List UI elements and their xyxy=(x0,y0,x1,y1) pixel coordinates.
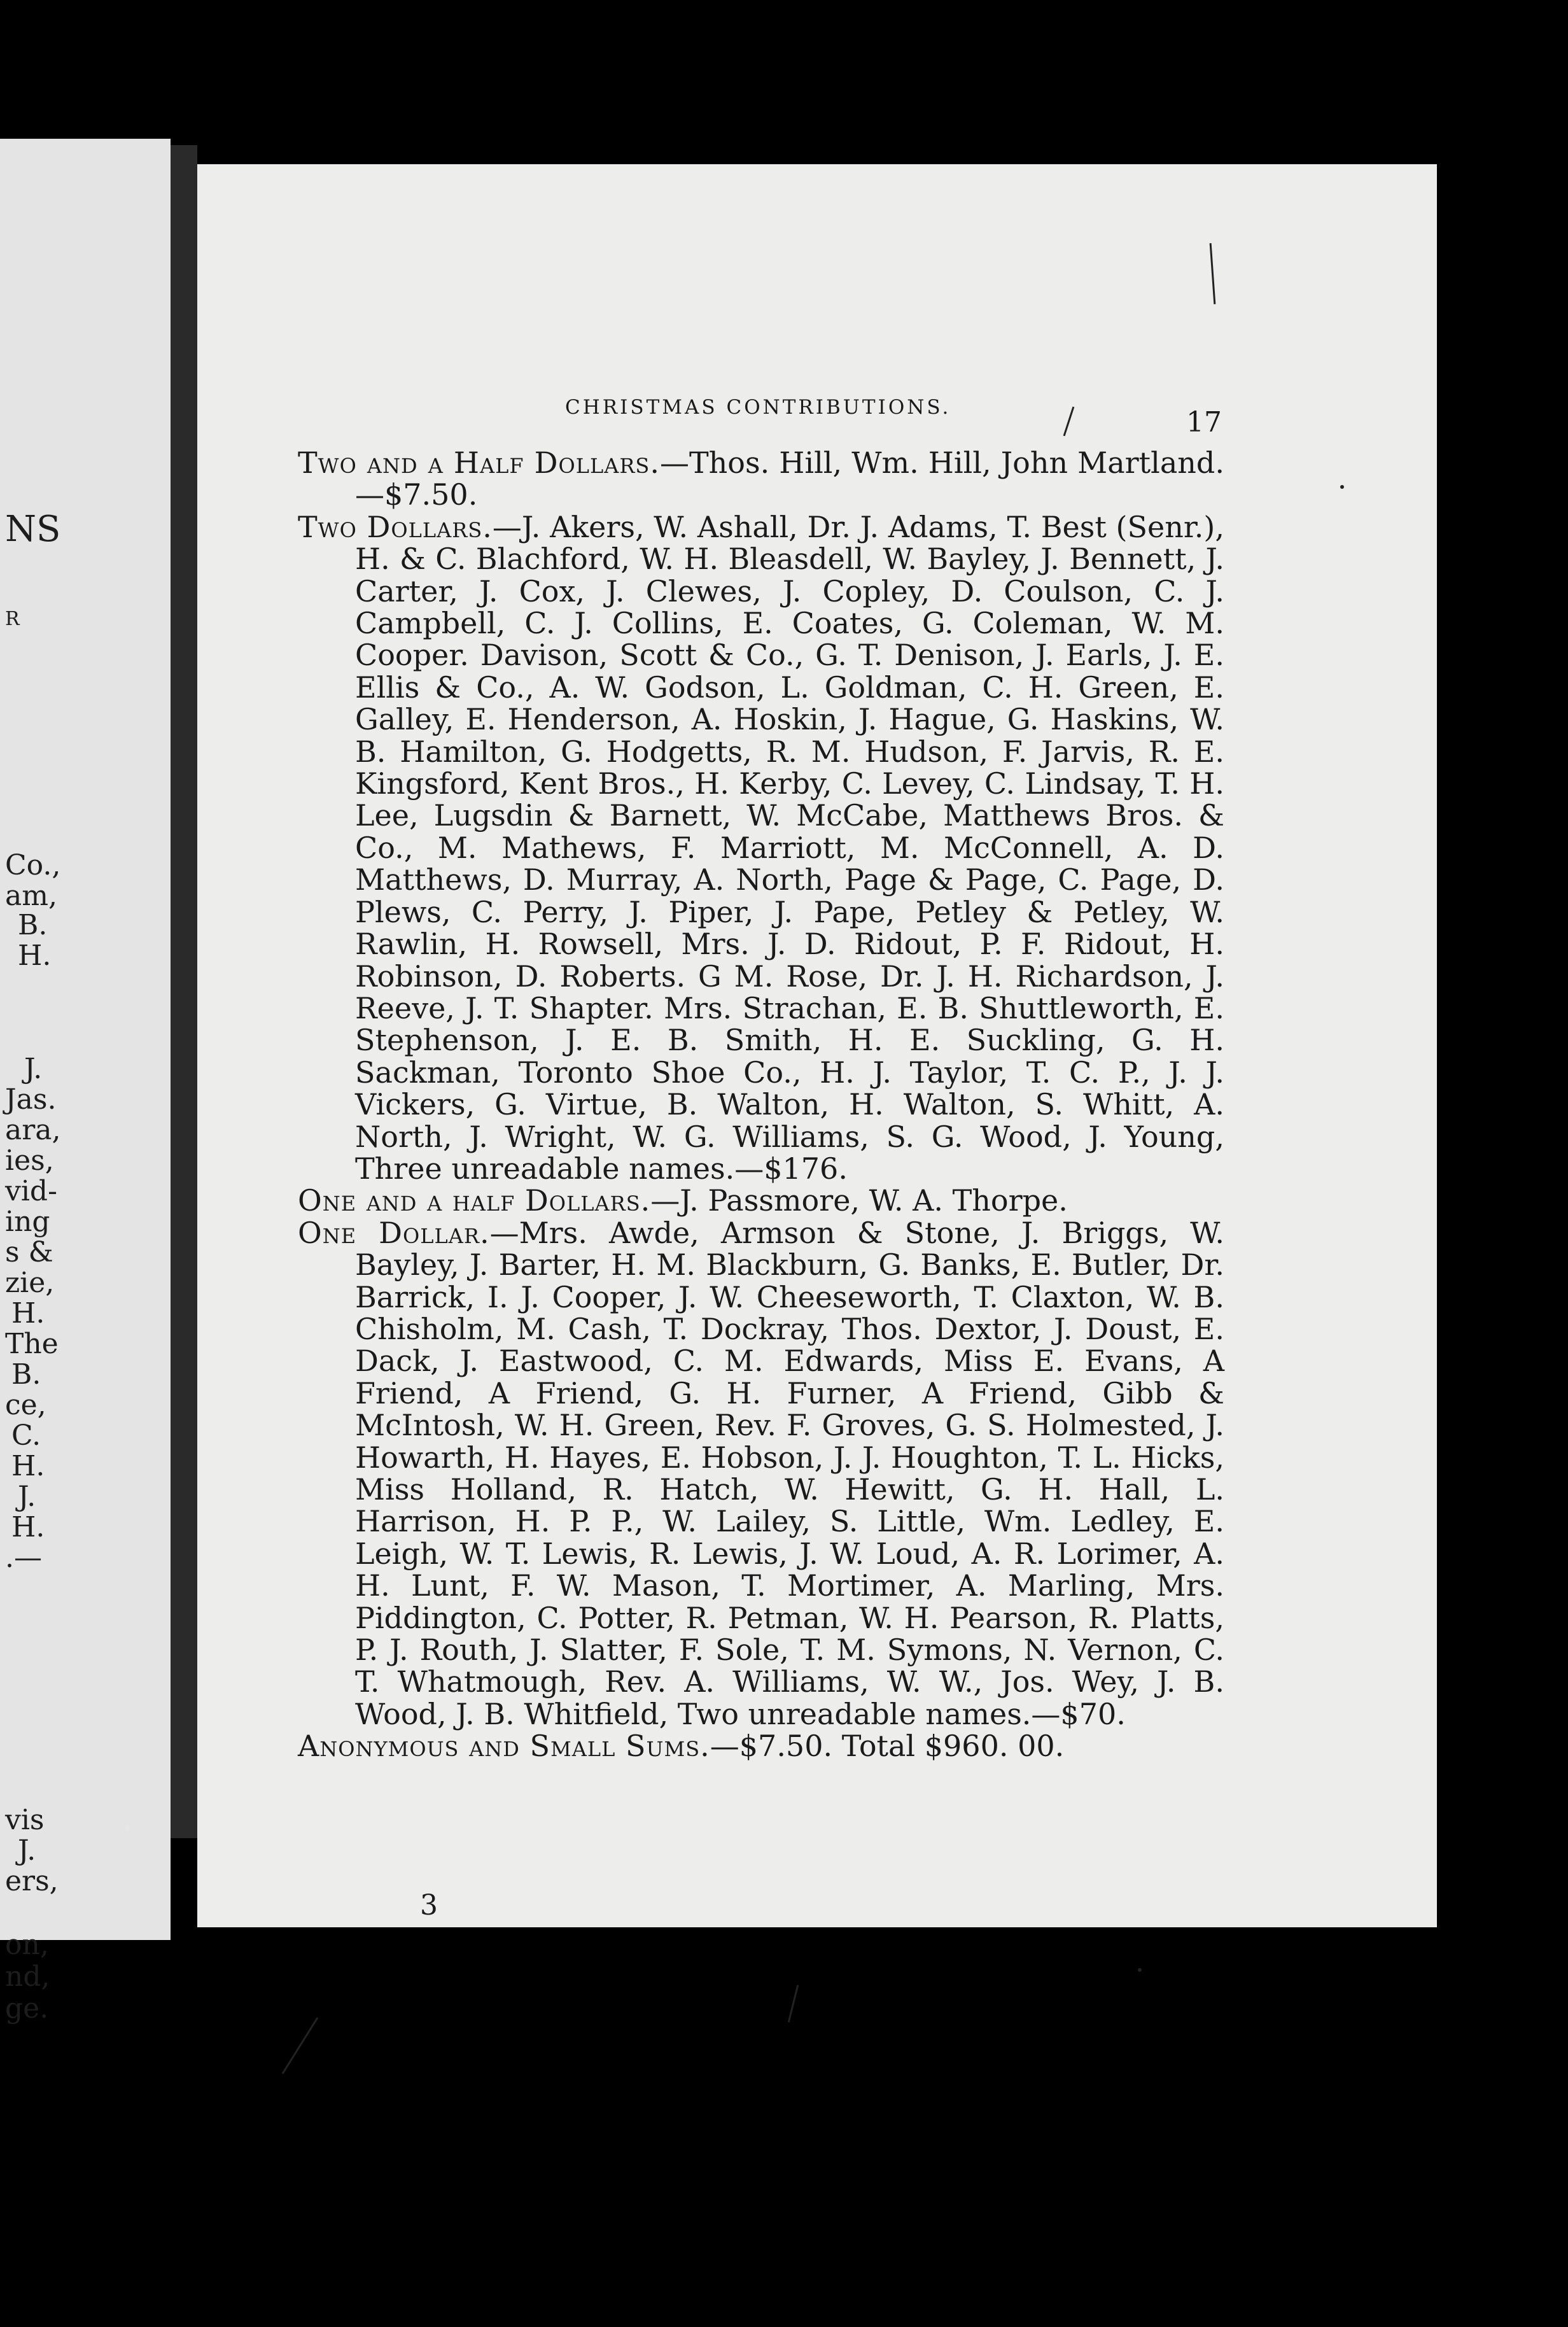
contribution-entry xyxy=(298,447,1224,511)
contributions-list xyxy=(298,447,1224,1762)
left-fragment: am, xyxy=(5,880,57,912)
left-fragment: J. xyxy=(18,1480,36,1513)
left-fragment: J. xyxy=(18,1834,36,1867)
scan-mark xyxy=(788,1985,799,2023)
contribution-entry xyxy=(298,1185,1224,1216)
entry-text: —J. Passmore, W. A. Thorpe. xyxy=(650,1183,1068,1218)
entry-heading: Two Dollars. xyxy=(298,509,493,544)
page-number: 17 xyxy=(1186,406,1222,439)
scan-mark xyxy=(125,1824,129,1832)
entry-text: —$7.50. Total $960. 00. xyxy=(710,1729,1065,1764)
left-fragment: vid- xyxy=(5,1175,57,1207)
left-page xyxy=(0,139,171,2025)
left-fragment: H. xyxy=(18,939,52,972)
scan-mark xyxy=(282,2017,319,2074)
left-fragment: vis xyxy=(5,1804,45,1836)
left-fragment: nd, xyxy=(5,1960,50,1993)
left-fragment: ara, xyxy=(5,1114,61,1146)
entry-heading: One and a half Dollars. xyxy=(298,1183,651,1218)
entry-text: —J. Akers, W. Ashall, Dr. J. Adams, T. Best (Senr.), H. & C. Blachford, W. H. Bleasdell, W. Bayley, J. Bennett, J. Carter, J. Cox, J. Clewes, J. Copley, D. Coulson, C. J. Campbell, C. J. Collins, E. Coates, G. Coleman, W. M. Cooper. Davison, Scott & Co., G. T. Denison, J. Earls, J. E. Ellis & Co., A. W. Godson, L. Goldman, C. H. Green, E. Galley, E. Henderson, A. Hoskin, J. Hague, G. Haskins, W. B. Hamilton, G. Hodgetts, R. M. Hudson, F. Jarvis, R. E. Kingsford, Kent Bros., H. Kerby, C. Levey, C. Lindsay, T. H. Lee, Lugsdin & Barnett, W. McCabe, Matthews Bros. & Co., M. Mathews, F. Marriott, M. McConnell, A. D. Matthews, D. Murray, A. North, Page & Page, C. Page, D. Plews, C. Perry, J. Piper, J. Pape, Petley & Petley, W. Rawlin, H. Rowsell, Mrs. J. D. Ridout, P. F. Ridout, H. Robinson, D. Roberts. G M. Rose, Dr. J. H. Richardson, J. Reeve, J. T. Shapter. Mrs. Strachan, E. B. Shuttleworth, E. Stephenson, J. E. B. Smith, H. E. Suckling, G. H. Sackman, Toronto Shoe Co., H. J. Taylor, T. C. P., J. J. Vickers, G. Virtue, B. Walton, H. Walton, S. Whitt, A. North, J. Wright, W. G. Williams, S. G. Wood, J. Young, Three unreadable names.—$176. xyxy=(355,509,1224,1186)
entry-heading: Anonymous and Small Sums. xyxy=(298,1729,710,1764)
entry-text: —Thos. Hill, Wm. Hill, John Martland.—$7.50. xyxy=(355,446,1224,512)
left-fragment: B. xyxy=(11,1358,41,1391)
left-fragment: ing xyxy=(5,1206,50,1238)
left-fragment: C. xyxy=(11,1419,41,1452)
left-fragment: NS xyxy=(5,509,61,550)
contribution-entry xyxy=(298,511,1224,1185)
left-fragment: .— xyxy=(5,1542,42,1574)
left-fragment: H. xyxy=(11,1297,45,1330)
left-fragment: Jas. xyxy=(5,1083,57,1116)
left-fragment: H. xyxy=(11,1450,45,1482)
left-fragment: ce, xyxy=(5,1389,46,1421)
contribution-entry xyxy=(298,1217,1224,1731)
left-fragment: B. xyxy=(18,909,48,941)
entry-heading: Two and a Half Dollars. xyxy=(298,446,660,480)
left-fragment: The xyxy=(5,1328,59,1360)
left-fragment: zie, xyxy=(5,1267,55,1299)
scan-mark xyxy=(1340,485,1344,489)
left-fragment: J. xyxy=(24,1053,43,1085)
left-fragment: on, xyxy=(5,1929,49,1961)
running-head: CHRISTMAS CONTRIBUTIONS. xyxy=(565,396,951,419)
left-fragment: H. xyxy=(11,1511,45,1543)
entry-text: —Mrs. Awde, Armson & Stone, J. Briggs, W. Bayley, J. Barter, H. M. Blackburn, G. Banks, E. Butler, Dr. Barrick, I. J. Cooper, J. W. Cheeseworth, T. Claxton, W. B. Chisholm, M. Cash, T. Dockray, Thos. Dextor, J. Doust, E. Dack, J. Eastwood, C. M. Edwards, Miss E. Evans, A Friend, A Friend, G. H. Furner, A Friend, Gibb & McIntosh, W. H. Green, Rev. F. Groves, G. S. Holmested, J. Howarth, H. Hayes, E. Hobson, J. J. Houghton, T. L. Hicks, Miss Holland, R. Hatch, W. Hewitt, G. H. Hall, L. Harrison, H. P. P., W. Lailey, S. Little, Wm. Ledley, E. Leigh, W. T. Lewis, R. Lewis, J. W. Loud, A. R. Lorimer, A. H. Lunt, F. W. Mason, T. Mortimer, A. Marling, Mrs. Piddington, C. Potter, R. Petman, W. H. Pearson, R. Platts, P. J. Routh, J. Slatter, F. Sole, T. M. Symons, N. Vernon, C. T. Whatmough, Rev. A. Williams, W. W., Jos. Wey, J. B. Wood, J. B. Whitfield, Two unreadable names.—$70. xyxy=(355,1215,1224,1731)
left-fragment: ers, xyxy=(5,1865,59,1897)
entry-heading: One Dollar. xyxy=(298,1215,490,1250)
contribution-entry xyxy=(298,1730,1224,1762)
left-fragment: s & xyxy=(5,1236,53,1269)
left-fragment: ies, xyxy=(5,1144,54,1177)
left-fragment: Co., xyxy=(5,849,61,882)
signature-mark: 3 xyxy=(420,1889,438,1922)
scan-mark xyxy=(1138,1968,1142,1972)
left-fragment: R xyxy=(5,608,20,630)
left-fragment: ge. xyxy=(5,1992,49,2025)
book-gutter xyxy=(171,145,197,1838)
